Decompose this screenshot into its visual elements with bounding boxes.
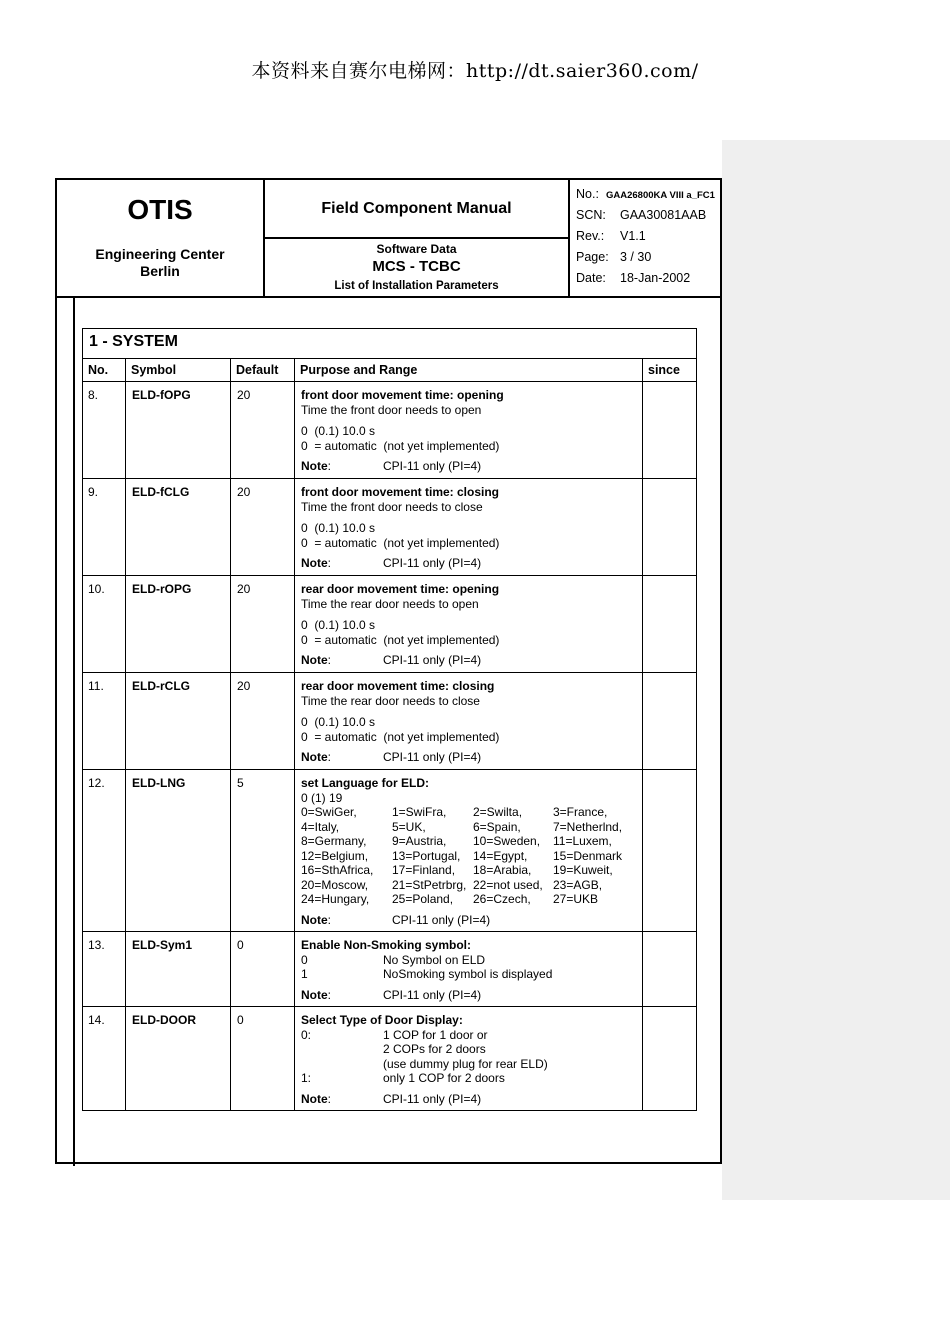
engineering-center <box>57 246 263 280</box>
col-header-symbol: Symbol <box>126 359 231 382</box>
document-header <box>57 180 720 298</box>
product-name: MCS - TCBC <box>372 258 461 275</box>
row-since <box>643 673 697 770</box>
param-range: 0 (0.1) 10.0 s <box>301 715 376 729</box>
col-header-since: since <box>643 359 697 382</box>
col-header-default: Default <box>231 359 295 382</box>
param-note: Note: CPI-11 only (PI=4) <box>301 912 491 927</box>
table-row <box>83 673 697 770</box>
option-1: 1: only 1 COP for 2 doors <box>301 1071 505 1085</box>
row-symbol: ELD-fCLG <box>126 479 231 576</box>
row-number: 10. <box>83 576 126 673</box>
software-data-label: Software Data <box>376 242 457 256</box>
row-symbol: ELD-Sym1 <box>126 932 231 1007</box>
row-symbol: ELD-rCLG <box>126 673 231 770</box>
date-row: Date: 18-Jan-2002 <box>576 271 691 285</box>
row-since <box>643 1007 697 1111</box>
doc-number-row: No.: GAA26800KA VIII a_FC1 <box>576 187 715 201</box>
param-description: Time the rear door needs to close <box>301 693 480 708</box>
param-title: rear door movement time: opening <box>301 582 500 596</box>
param-range-note: 0 = automatic (not yet implemented) <box>301 438 500 453</box>
param-range: 0 (0.1) 10.0 s <box>301 618 376 632</box>
language-list: 0=SwiGer, 1=SwiFra, 2=Swilta, 3=France, 4=Italy, 5=UK, 6=Spain, 7=Netherlnd, 8=Germany, 9=Austria, 10=Sweden, 11=Luxem, 12=Belgium, 13=Portugal, 14=Egypt, 15=Denmark 16=SthAfrica, 17=Finland, 18=Arabia, 19=Kuweit, 20=Moscow, 21=StPetrbrg, 22=not used, 23=AGB, 24=Hungary, 25=Poland, 26=Czech, 27=UKB <box>301 805 623 906</box>
row-symbol: ELD-LNG <box>126 770 231 932</box>
row-symbol: ELD-rOPG <box>126 576 231 673</box>
revision-row: Rev.: V1.1 <box>576 229 646 243</box>
param-note: Note: CPI-11 only (PI=4) <box>301 653 482 667</box>
document-subtitle: List of Installation Parameters <box>334 280 499 292</box>
param-description: Time the rear door needs to open <box>301 596 479 611</box>
col-header-purpose: Purpose and Range <box>295 359 643 382</box>
table-row <box>83 382 697 479</box>
eng-line-2: Berlin <box>140 263 180 279</box>
row-number: 12. <box>83 770 126 932</box>
scn-value: GAA30081AAB <box>620 208 707 222</box>
revision-value: V1.1 <box>620 229 646 243</box>
param-title: front door movement time: opening <box>301 388 504 402</box>
col-header-no: No. <box>83 359 126 382</box>
row-since <box>643 479 697 576</box>
company-cell <box>57 180 265 296</box>
param-title: Select Type of Door Display: <box>301 1013 463 1027</box>
title-cell <box>265 180 570 296</box>
param-title: set Language for ELD: <box>301 776 430 790</box>
company-logo-text: OTIS <box>127 194 193 225</box>
row-number: 9. <box>83 479 126 576</box>
row-purpose <box>295 576 643 673</box>
param-note: Note: CPI-11 only (PI=4) <box>301 750 482 764</box>
parameter-table <box>82 328 697 1111</box>
param-range: 0 (1) 19 <box>301 790 343 805</box>
row-since <box>643 932 697 1007</box>
table-row <box>83 932 697 1007</box>
row-since <box>643 770 697 932</box>
frame-inner-rule <box>73 297 75 1166</box>
table-row <box>83 770 697 932</box>
section-title: 1 - SYSTEM <box>83 329 697 359</box>
row-purpose <box>295 1007 643 1111</box>
param-note: Note: CPI-11 only (PI=4) <box>301 556 482 570</box>
doc-number: GAA26800KA VIII a_FC1 <box>606 190 715 201</box>
row-default: 20 <box>231 673 295 770</box>
param-title: rear door movement time: closing <box>301 679 495 693</box>
row-default: 5 <box>231 770 295 932</box>
document-info-cell <box>571 180 724 296</box>
row-default: 20 <box>231 576 295 673</box>
param-description: Time the front door needs to close <box>301 499 483 514</box>
param-note: Note: CPI-11 only (PI=4) <box>301 459 482 473</box>
param-range-note: 0 = automatic (not yet implemented) <box>301 729 500 744</box>
watermark-text: 本资料来自赛尔电梯网：http://dt.saier360.com/ <box>251 60 699 82</box>
option-0: 0: 1 COP for 1 door or <box>301 1027 488 1042</box>
option-0-line-3: (use dummy plug for rear ELD) <box>383 1056 548 1071</box>
param-title: front door movement time: closing <box>301 485 500 499</box>
option-0: 0 No Symbol on ELD <box>301 952 486 967</box>
param-note: Note: CPI-11 only (PI=4) <box>301 1091 482 1106</box>
comment-margin-panel <box>722 140 950 1200</box>
row-default: 0 <box>231 932 295 1007</box>
param-description: Time the front door needs to open <box>301 402 482 417</box>
param-range-note: 0 = automatic (not yet implemented) <box>301 632 500 647</box>
param-note: Note: CPI-11 only (PI=4) <box>301 987 482 1002</box>
row-since <box>643 382 697 479</box>
table-row <box>83 479 697 576</box>
option-1: 1 NoSmoking symbol is displayed <box>301 967 553 981</box>
row-number: 8. <box>83 382 126 479</box>
row-symbol: ELD-DOOR <box>126 1007 231 1111</box>
row-purpose <box>295 932 643 1007</box>
row-number: 13. <box>83 932 126 1007</box>
eng-line-1: Engineering Center <box>95 246 225 262</box>
date-value: 18-Jan-2002 <box>620 271 691 285</box>
column-header-row <box>83 359 697 382</box>
table-row <box>83 1007 697 1111</box>
row-purpose <box>295 673 643 770</box>
row-number: 14. <box>83 1007 126 1111</box>
row-default: 20 <box>231 479 295 576</box>
section-row <box>83 329 697 359</box>
row-purpose <box>295 382 643 479</box>
page-row: Page: 3 / 30 <box>576 250 652 264</box>
row-default: 20 <box>231 382 295 479</box>
param-range: 0 (0.1) 10.0 s <box>301 521 376 535</box>
row-since <box>643 576 697 673</box>
row-number: 11. <box>83 673 126 770</box>
row-default: 0 <box>231 1007 295 1111</box>
param-title: Enable Non-Smoking symbol: <box>301 938 472 952</box>
row-purpose <box>295 770 643 932</box>
manual-title: Field Component Manual <box>265 180 568 239</box>
scn-row: SCN: GAA30081AAB <box>576 208 707 222</box>
table-row <box>83 576 697 673</box>
row-symbol: ELD-fOPG <box>126 382 231 479</box>
row-purpose <box>295 479 643 576</box>
param-range: 0 (0.1) 10.0 s <box>301 424 376 438</box>
option-0-line-2: 2 COPs for 2 doors <box>383 1042 486 1056</box>
page-value: 3 / 30 <box>620 250 652 264</box>
param-range-note: 0 = automatic (not yet implemented) <box>301 535 500 550</box>
